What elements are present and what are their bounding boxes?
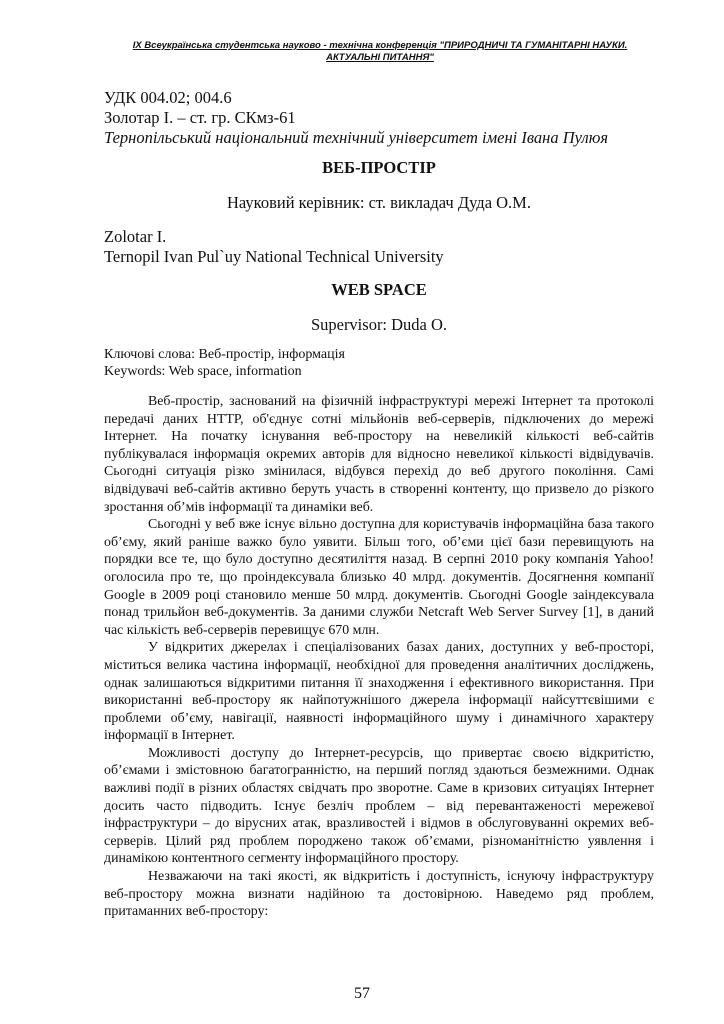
keywords-ua: Ключові слова: Веб-простір, інформація [104,347,345,362]
author-en: Zolotar I. [104,227,167,246]
conference-header-line-1: ІХ Всеукраїнська студентська науково - технічна конференція "ПРИРОДНИЧІ ТА ГУМАНІТАРНІ НАУКИ. [132,40,628,51]
conference-header-line-2: АКТУАЛЬНІ ПИТАННЯ" [326,52,434,63]
ukrainian-metadata [104,88,654,148]
paragraph-1: Веб-простір, заснований на фізичній інфраструктурі мережі Інтернет та протоколі передачі даних HTTP, об'єднує сотні мільйонів веб-серверів, підключених до мережі Інтернет. На початку існування веб-простору на невеликій кількості веб-сайтів публікувалася інформація окремих авторів для відносно невеликої кількості відвідувачів. Сьогодні ситуація різко змінилася, відбувся перехід до веб другого покоління. Самі відвідувачі веб-сайтів активно беруть участь в створенні контенту, що призвело до різкого зростання об’мів інформації та динаміки веб. [104,394,654,515]
university-en: Ternopil Ivan Pul`uy National Technical University [104,247,444,266]
body-text [104,393,654,921]
keywords-block [104,346,654,380]
title-en: WEB SPACE [331,280,427,299]
university-ua: Тернопільський національний технічний університет імені Івана Пулюя [104,128,609,147]
paragraph-5: Незважаючи на такі якості, як відкритість і доступність, існуючу інфраструктуру веб-простору можна визнати надійною та достовірною. Наведемо ряд проблем, притаманних веб-простору: [104,869,654,920]
author-ua: Золотар І. – ст. гр. СКмз-61 [104,108,296,127]
paragraph-2: Сьогодні у веб вже існує вільно доступна для користувачів інформаційна база такого об’єму, який раніше важко було уявити. Більш того, об’єми цієї бази перевищують на порядки все те, що було доступно десятиліття назад. В серпні 2010 року компанія Yahoo! оголосила про те, що проіндексувала близько 40 млрд. документів. Досягнення компанії Google в 2009 році становило менше 50 млрд. документів. Сьогодні Google заіндексувала понад трильйон веб-документів. За даними служби Netcraft Web Server Survey [1], в даний час кількість веб-серверів перевищує 670 млн. [104,517,654,638]
paragraph-3: У відкритих джерелах і спеціалізованих базах даних, доступних у веб-просторі, міститься велика частина інформації, необхідної для проведення аналітичних досліджень, однак залишаються відкритими питання її знаходження і ефективного використання. При використанні веб-простору як найпотужнішого джерела інформації найсуттєвішими є проблеми об’єму, навігації, наявності інформаційного шуму і динамічного характеру інформації в Інтернет. [104,640,654,744]
supervisor-ua: Науковий керівник: ст. викладач Дуда О.М. [227,193,531,212]
conference-header [90,40,670,64]
udc-code: УДК 004.02; 004.6 [104,88,232,107]
english-metadata [104,227,654,267]
title-ua: ВЕБ-ПРОСТІР [322,158,436,177]
paragraph-4: Можливості доступу до Інтернет-ресурсів, що привертає своєю відкритістю, об’ємами і змістовною багатогранністю, на перший погляд здаються безмежними. Однак важливі події в різних областях свідчать про зворотне. Саме в кризових ситуаціях Інтернет досить часто підводить. Існує безліч проблем – від перевантаженості мережевої інфраструктури – до вірусних атак, вразливостей і відмов в обслуговуванні окремих веб-серверів. Цілий ряд проблем породжено також об’ємами, різноманітністю уявлення і динамікою контентного сегменту інформаційного простору. [104,745,654,867]
keywords-en: Keywords: Web space, information [104,364,302,379]
supervisor-en: Supervisor: Duda O. [310,315,448,334]
page-number: 57 [354,985,370,1002]
